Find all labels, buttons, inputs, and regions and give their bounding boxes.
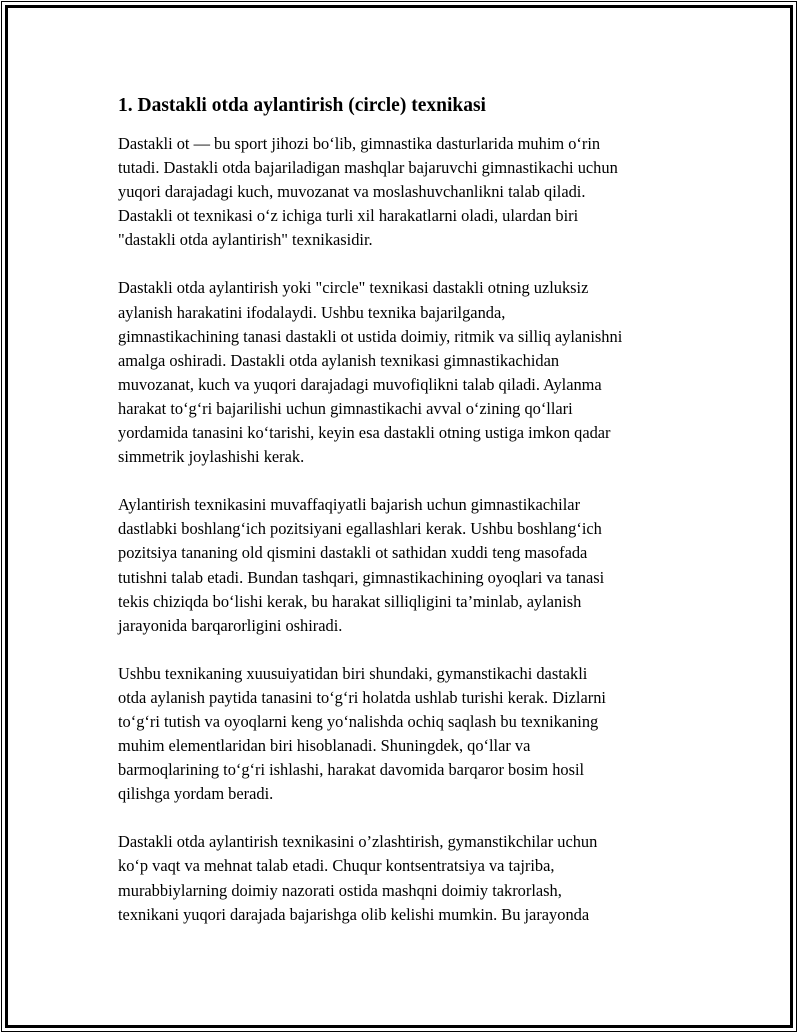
paragraph-line: aylanish harakatini ifodalaydi. Ushbu texnika bajarilganda, <box>118 302 506 322</box>
paragraph-line: tutishni talab etadi. Bundan tashqari, gimnastikachining oyoqlari va tanasi <box>118 567 605 587</box>
paragraph-line: tekis chiziqda bo‘lishi kerak, bu harakat silliqligini ta’minlab, aylanish <box>118 591 582 611</box>
paragraph-line: Dastakli ot texnikasi o‘z ichiga turli xil harakatlarni oladi, ulardan biri <box>118 206 579 226</box>
paragraph-line: barmoqlarining to‘g‘ri ishlashi, harakat davomida barqaror bosim hosil <box>118 760 585 780</box>
paragraph-line: ko‘p vaqt va mehnat talab etadi. Chuqur kontsentratsiya va tajriba, <box>118 856 555 876</box>
paragraph <box>118 493 698 638</box>
paragraph-line: muhim elementlaridan biri hisoblanadi. Shuningdek, qo‘llar va <box>118 736 531 756</box>
paragraph-line: Dastakli ot — bu sport jihozi bo‘lib, gimnastika dasturlarida muhim o‘rin <box>118 134 601 153</box>
paragraph-line: otda aylanish paytida tanasini to‘g‘ri holatda ushlab turishi kerak. Dizlarni <box>118 687 606 707</box>
paragraph-line: Dastakli otda aylantirish texnikasini o’zlashtirish, gymanstikchilar uchun <box>118 832 598 852</box>
paragraph-line: to‘g‘ri tutish va oyoqlarni keng yo‘nalishda ochiq saqlash bu texnikaning <box>118 711 599 731</box>
paragraph-line: yordamida tanasini ko‘tarishi, keyin esa dastakli otning ustiga imkon qadar <box>118 423 611 443</box>
paragraph-line: tutadi. Dastakli otda bajariladigan mashqlar bajaruvchi gimnastikachi uchun <box>118 158 618 178</box>
paragraph-line: Aylantirish texnikasini muvaffaqiyatli bajarish uchun gimnastikachilar <box>118 495 581 515</box>
paragraph-line: harakat to‘g‘ri bajarilishi uchun gimnastikachi avval o‘zining qo‘llari <box>118 398 573 418</box>
paragraph-line: jarayonida barqarorligini oshiradi. <box>118 615 343 635</box>
paragraph-list <box>118 132 698 927</box>
paragraph-line: texnikani yuqori darajada bajarishga olib kelishi mumkin. Bu jarayonda <box>118 904 590 924</box>
paragraph-line: yuqori darajadagi kuch, muvozanat va moslashuvchanlikni talab qiladi. <box>118 182 586 202</box>
paragraph-line: murabbiylarning doimiy nazorati ostida mashqni doimiy takrorlash, <box>118 880 562 900</box>
paragraph-line: Ushbu texnikaning xuusuiyatidan biri shundaki, gymanstikachi dastakli <box>118 663 588 683</box>
paragraph <box>118 132 698 252</box>
paragraph <box>118 276 698 469</box>
paragraph <box>118 662 698 807</box>
document-body <box>118 92 698 951</box>
paragraph-line: Dastakli otda aylantirish yoki "circle" texnikasi dastakli otning uzluksiz <box>118 278 589 298</box>
section-heading: 1. Dastakli otda aylantirish (circle) texnikasi <box>118 95 486 116</box>
paragraph-line: gimnastikachining tanasi dastakli ot ustida doimiy, ritmik va silliq aylanishni <box>118 326 623 346</box>
paragraph-line: pozitsiya tananing old qismini dastakli ot sathidan xuddi teng masofada <box>118 543 588 563</box>
paragraph-line: amalga oshiradi. Dastakli otda aylanish texnikasi gimnastikachidan <box>118 350 560 370</box>
paragraph-line: "dastakli otda aylantirish" texnikasidir. <box>118 230 373 250</box>
paragraph-line: qilishga yordam beradi. <box>118 784 274 804</box>
paragraph-line: muvozanat, kuch va yuqori darajadagi muvofiqlikni talab qiladi. Aylanma <box>118 374 602 394</box>
paragraph-line: dastlabki boshlang‘ich pozitsiyani egallashlari kerak. Ushbu boshlang‘ich <box>118 519 602 539</box>
paragraph-line: simmetrik joylashishi kerak. <box>118 447 305 467</box>
paragraph <box>118 830 698 926</box>
